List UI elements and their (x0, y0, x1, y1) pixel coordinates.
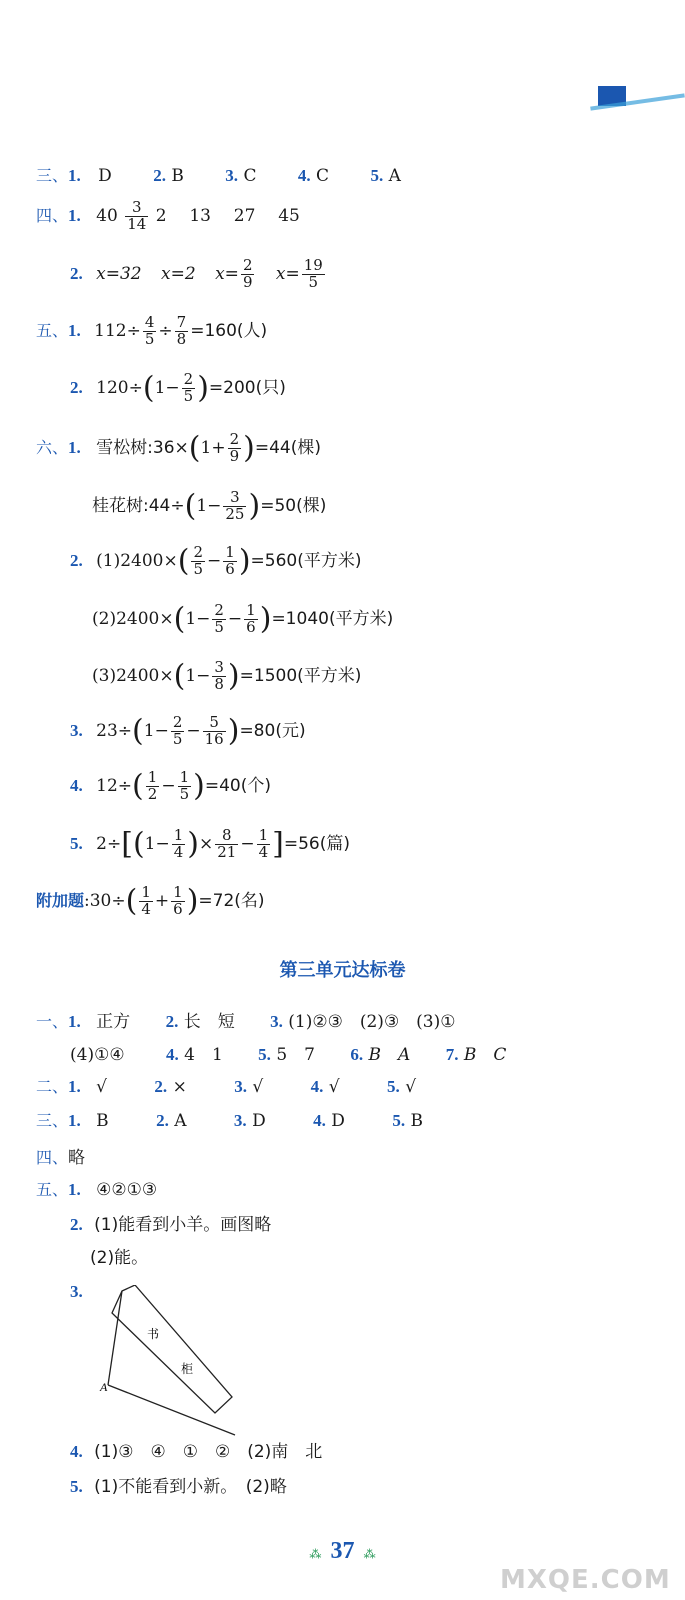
answer-row-6-1b: 桂花树:44÷(1− $\frac{3}{25}$ )=50(棵) (92, 488, 327, 524)
answer-row-6-4: 4. 12÷( $\frac{1}{2}$ − $\frac{1}{5}$ )=40(个) (70, 768, 271, 804)
answer-row-6-3: 3. 23÷(1− $\frac{2}{5}$ − $\frac{5}{16}$ )=80(元) (70, 713, 306, 749)
section-label: 三、 (36, 166, 69, 185)
u3-row-5-2a: 2. (1)能看到小羊。画图略 (70, 1215, 272, 1235)
answer-row-6-1a: 六、1. 雪松树:36×(1+ $\frac{2}{9}$ )=44(棵) (36, 430, 321, 466)
answer-row-6-5: 5. 2÷[(1− $\frac{1}{4}$ )× $\frac{8}{21}$ − $\frac{1}{4}$ ]=56(篇) (70, 826, 350, 862)
sight-line-bottom (108, 1385, 235, 1435)
bookcase-diagram (95, 1285, 245, 1440)
answer-row-5-1: 五、1. 112÷ $\frac{4}{5}$ ÷ $\frac{7}{8}$ =160(人) (36, 313, 268, 348)
label-shu: 书 (147, 1327, 160, 1341)
page-number: ⁂ 37 ⁂ (309, 1538, 376, 1564)
answer-row-6-2a: 2. (1)2400×( $\frac{2}{5}$ − $\frac{1}{6}$ )=560(平方米) (70, 543, 362, 579)
answer-row-6-2c: (3)2400×(1− $\frac{3}{8}$ )=1500(平方米) (92, 658, 362, 694)
u3-row-3: 三、1. B 2. A 3. D 4. D 5. B (36, 1111, 423, 1131)
answer-row-6-2b: (2)2400×(1− $\frac{2}{5}$ − $\frac{1}{6}$ )=1040(平方米) (92, 601, 394, 637)
answer-row-4-1: 四、1. 40 $\frac{3}{14}$ 2 13 27 45 (36, 198, 300, 233)
answer-row-extra: 附加题:30÷( $\frac{1}{4}$ + $\frac{1}{6}$ )=72(名) (36, 883, 265, 919)
unit-title: 第三单元达标卷 (279, 960, 406, 981)
answer-row-section2: 三、1. D 2. B 3. C 4. C 5. A (36, 166, 401, 186)
answer-row-4-2: 2. x=32 x=2 x= $\frac{2}{9}$ x= $\frac{19}{5}$ (70, 256, 323, 291)
answer-row-5-2: 2. 120÷(1− $\frac{2}{5}$ )=200(只) (70, 370, 286, 406)
u3-row-1b: (4)①④ 4. 4 1 5. 5 7 6. B A 7. B C (70, 1045, 507, 1065)
u3-row-4: 四、略 (36, 1148, 86, 1168)
u3-row-5-4: 4. (1)③ ④ ① ② (2)南 北 (70, 1442, 323, 1462)
watermark: MXQE.COM (500, 1565, 671, 1595)
fraction: $\frac{3}{14}$ (127, 198, 147, 233)
u3-row-5-5: 5. (1)不能看到小新。 (2)略 (70, 1477, 287, 1497)
u3-row-5-1: 五、1. ④②①③ (36, 1180, 158, 1200)
label-a: A (100, 1380, 108, 1394)
label-gui: 柜 (181, 1362, 194, 1376)
u3-row-1a: 一、1. 正方 2. 长 短 3. (1)②③ (2)③ (3)① (36, 1012, 456, 1032)
u3-row-5-3: 3. (70, 1282, 83, 1301)
u3-row-2: 二、1. √ 2. × 3. √ 4. √ 5. √ (36, 1077, 417, 1097)
u3-row-5-2b: (2)能。 (90, 1248, 149, 1268)
